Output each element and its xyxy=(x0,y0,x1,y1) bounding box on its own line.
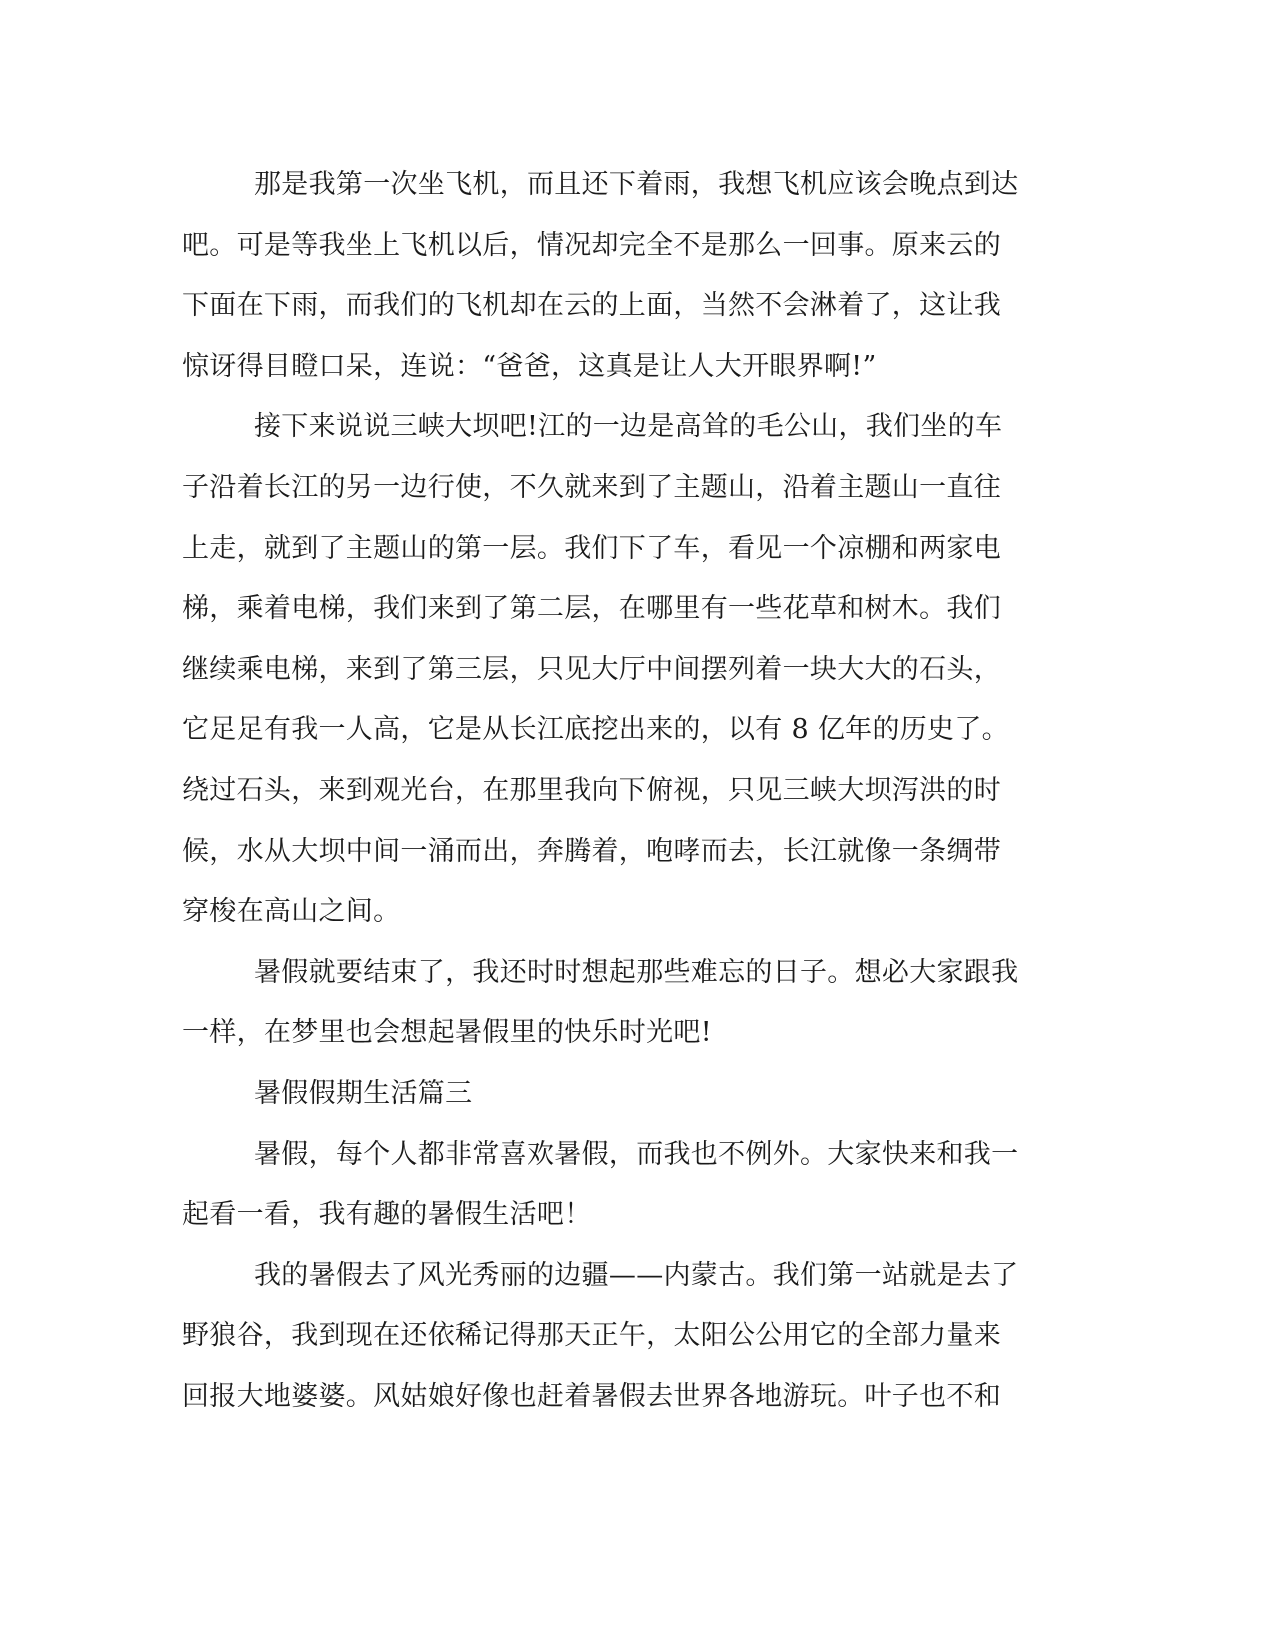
section-heading: 暑假假期生活篇三 xyxy=(254,1077,473,1109)
document-body xyxy=(182,155,1032,1427)
text-line: 接下来说说三峡大坝吧!江的一边是高耸的毛公山，我们坐的车 xyxy=(254,411,1003,443)
text-line: 暑假，每个人都非常喜欢暑假，而我也不例外。大家快来和我一 xyxy=(254,1138,1019,1170)
text-line: 下面在下雨，而我们的飞机却在云的上面，当然不会淋着了，这让我 xyxy=(182,290,1001,322)
text-line: 上走，就到了主题山的第一层。我们下了车，看见一个凉棚和两家电 xyxy=(182,532,1001,564)
text-line: 穿梭在高山之间。 xyxy=(182,896,401,928)
text-line: 梯，乘着电梯，我们来到了第二层，在哪里有一些花草和树木。我们 xyxy=(182,593,1001,625)
text-line: 我的暑假去了风光秀丽的边疆——内蒙古。我们第一站就是去了 xyxy=(254,1259,1019,1291)
text-line: 它足足有我一人高，它是从长江底挖出来的，以有 8 亿年的历史了。 xyxy=(182,714,1009,746)
text-line: 野狼谷，我到现在还依稀记得那天正午，太阳公公用它的全部力量来 xyxy=(182,1320,1001,1352)
text-line: 子沿着长江的另一边行使，不久就来到了主题山，沿着主题山一直往 xyxy=(182,471,1001,503)
text-line: 一样，在梦里也会想起暑假里的快乐时光吧! xyxy=(182,1017,712,1049)
text-line: 绕过石头，来到观光台，在那里我向下俯视，只见三峡大坝泻洪的时 xyxy=(182,774,1001,806)
text-line: 候，水从大坝中间一涌而出，奔腾着，咆哮而去，长江就像一条绸带 xyxy=(182,835,1001,867)
text-line: 回报大地婆婆。风姑娘好像也赶着暑假去世界各地游玩。叶子也不和 xyxy=(182,1380,1001,1412)
text-line: 那是我第一次坐飞机，而且还下着雨，我想飞机应该会晚点到达 xyxy=(254,169,1019,200)
text-line: 暑假就要结束了，我还时时想起那些难忘的日子。想必大家跟我 xyxy=(254,956,1019,988)
text-line: 继续乘电梯，来到了第三层，只见大厅中间摆列着一块大大的石头， xyxy=(182,653,1001,685)
text-line: 吧。可是等我坐上飞机以后，情况却完全不是那么一回事。原来云的 xyxy=(182,229,1001,261)
text-line: 起看一看，我有趣的暑假生活吧！ xyxy=(182,1199,592,1231)
text-line: 惊讶得目瞪口呆，连说：“爸爸，这真是让人大开眼界啊!” xyxy=(182,350,877,382)
